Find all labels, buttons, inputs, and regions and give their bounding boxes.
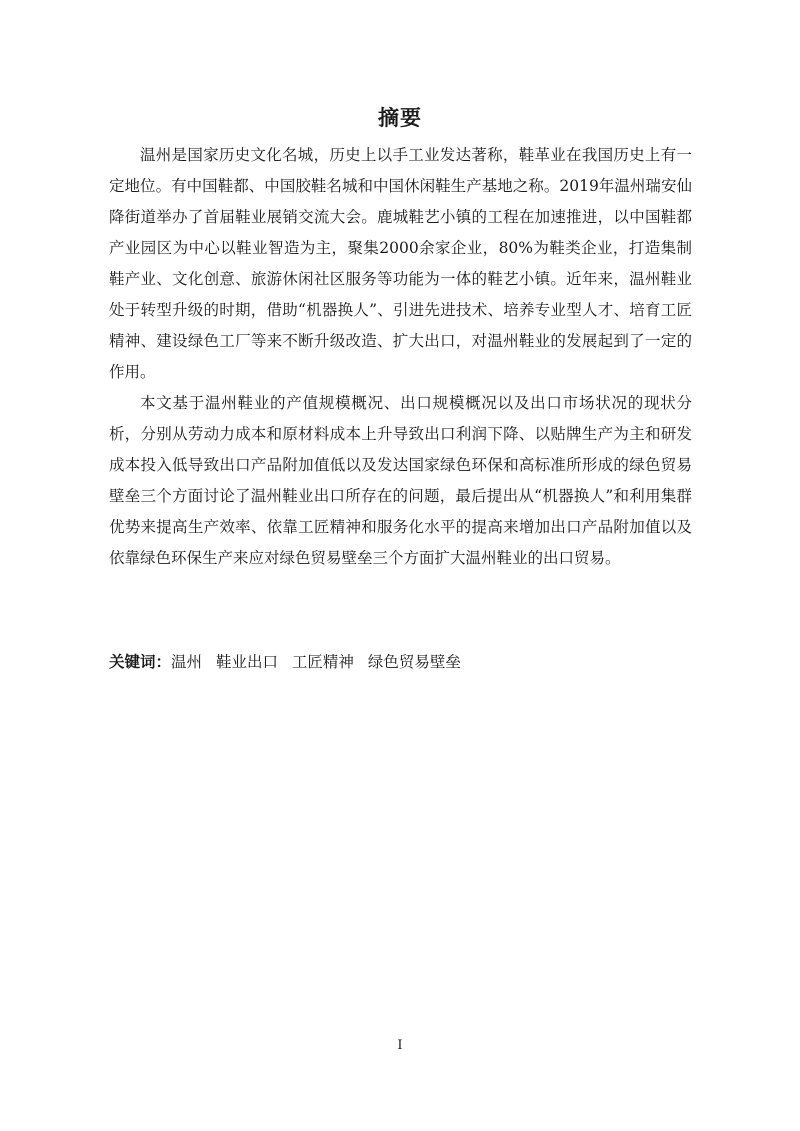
- abstract-paragraph: 本文基于温州鞋业的产值规模概况、出口规模概况以及出口市场状况的现状分析，分别从劳动力成本和原材料成本上升导致出口利润下降、以贴牌生产为主和研发成本投入低导致出口产品附加值低以及发达国家绿色环保和高标准所形成的绿色贸易壁垒三个方面讨论了温州鞋业出口所存在的问题，最后提出从“机器换人”和利用集群优势来提高生产效率、依靠工匠精神和服务化水平的提高来增加出口产品附加值以及依靠绿色环保生产来应对绿色贸易壁垒三个方面扩大温州鞋业的出口贸易。: [109, 394, 692, 567]
- keyword-item: 鞋业出口: [215, 653, 278, 671]
- keywords-line: [109, 648, 692, 676]
- page-number: I: [397, 1038, 403, 1053]
- keyword-item: 温州: [171, 653, 203, 671]
- keyword-item: 工匠精神: [291, 653, 354, 671]
- abstract-body: [109, 140, 692, 574]
- abstract-paragraph: 温州是国家历史文化名城，历史上以手工业发达著称，鞋革业在我国历史上有一定地位。有中国鞋都、中国胶鞋名城和中国休闲鞋生产基地之称。2019年温州瑞安仙降街道举办了首届鞋业展销交流大会。鹿城鞋艺小镇的工程在加速推进，以中国鞋都产业园区为中心以鞋业智造为主，聚集2000余家企业，80%为鞋类企业，打造集制鞋产业、文化创意、旅游休闲社区服务等功能为一体的鞋艺小镇。近年来，温州鞋业处于转型升级的时期，借助“机器换人”、引进先进技术、培养专业型人才、培育工匠精神、建设绿色工厂等来不断升级改造、扩大出口，对温州鞋业的发展起到了一定的作用。: [109, 146, 692, 381]
- keywords-label: 关键词：: [109, 653, 172, 671]
- keyword-item: 绿色贸易壁垒: [367, 653, 461, 671]
- abstract-title: 摘要: [378, 105, 422, 130]
